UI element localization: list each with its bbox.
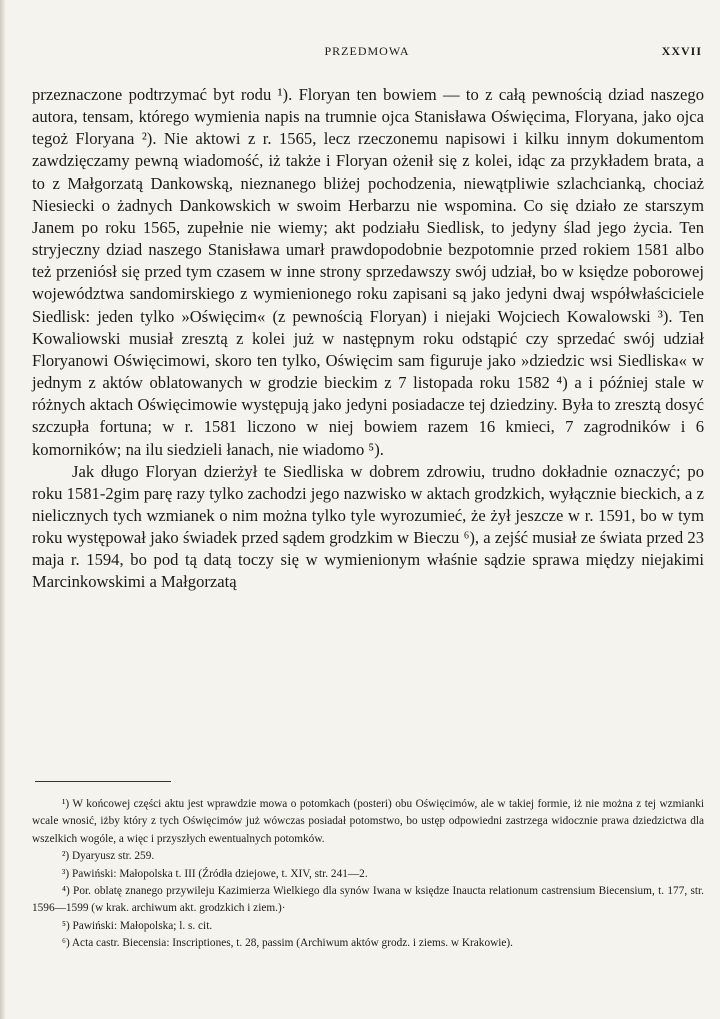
footnote-separator (35, 781, 171, 782)
page-edge-shadow (0, 0, 6, 1019)
paragraph-1: przeznaczone podtrzymać byt rodu ¹). Floryan ten bowiem — to z całą pewnością dziad naszego autora, tensam, którego wymienia napis na trumnie ojca Stanisława Oświęcima, Floryana, jako ojca tegoż Floryana ²). Nie aktowi z r. 1565, lecz rzeczonemu napisowi i kilku innym dokumentom zawdzięczamy pewną wiadomość, iż także i Floryan ożenił się z kolei, idąc za przykładem brata, a to z Małgorzatą Dankowską, nieznanego bliżej pochodzenia, niewątpliwie szlachcianką, chociaż Niesiecki o żadnych Dankowskich w swoim Herbarzu nie wspomina. Co się działo ze starszym Janem po roku 1565, zupełnie nie wiemy; akt podziału Siedlisk, to jedyny ślad jego życia. Ten stryjeczny dziad naszego Stanisława umarł prawdopodobnie bezpotomnie przed rokiem 1581 albo też przeniósł się przed tym czasem w inne strony sprzedawszy swój udział, bo w księdze poborowej województwa sandomirskiego z wymienionego roku zapisani są jako jedyni dwaj współwłaściciele Siedlisk: jeden tylko »Oświęcim« (z pewnością Floryan) i niejaki Wojciech Kowalowski ³). Ten Kowaliowski musiał zresztą z kolei już w następnym roku odstąpić czy sprzedać swój udział Floryanowi Oświęcimowi, skoro ten tylko, Oświęcim sam figuruje jako »dziedzic wsi Siedliska« w jednym z aktów oblatowanych w grodzie bieckim z 7 listopada roku 1582 ⁴) a i później stale w różnych aktach Oświęcimowie występują jako jedyni posiadacze tej dziedziny. Była to zresztą dosyć szczupła fortuna; w r. 1581 liczono w niej bowiem razem 16 kmieci, 7 zagrodników i 6 komorników; na ilu siedzieli łanach, nie wiadomo ⁵). (32, 85, 704, 459)
page-header (32, 44, 702, 64)
body-text (32, 84, 704, 594)
page-number: XXVII (661, 44, 702, 58)
footnote-3: ³) Pawiński: Małopolska t. III (Źródła dziejowe, t. XIV, str. 241—2. (62, 867, 368, 880)
footnote-5: ⁵) Pawiński: Małopolska; l. s. cit. (62, 919, 213, 932)
footnote-6: ⁶) Acta castr. Biecensia: Inscriptiones, t. 28, passim (Archiwum aktów grodz. i ziems. w Krakowie). (62, 937, 513, 950)
footnotes (32, 796, 704, 953)
footnote-4: ⁴) Por. oblatę znanego przywileju Kazimierza Wielkiego dla synów Iwana w księdze Inaucta relationum castrensium Biecensium, t. 177, str. 1596—1599 (w krak. archiwum akt. grodzkich i ziem.)· (32, 885, 704, 915)
paragraph-2: Jak długo Floryan dzierżył te Siedliska w dobrem zdrowiu, trudno dokładnie oznaczyć; po roku 1581-2gim parę razy tylko zachodzi jego nazwisko w aktach grodzkich, wyłącznie bieckich, a z nielicznych tych wzmianek o nim można tylko tyle wyrozumieć, że żył jeszcze w r. 1591, bo w tym roku występował jako świadek przed sądem grodzkim w Bieczu ⁶), a zejść musiał ze świata przed 23 maja r. 1594, bo pod tą datą toczy się w wymienionym właśnie sądzie sprawa między niejakimi Marcinkowskimi a Małgorzatą (32, 461, 704, 592)
running-title: PRZEDMOWA (324, 44, 410, 58)
footnote-2: ²) Dyaryusz str. 259. (62, 850, 155, 863)
footnote-1: ¹) W końcowej części aktu jest wprawdzie mowa o potomkach (posteri) obu Oświęcimów, ale w takiej formie, iż nie można z tej wzmianki wcale wnosić, iżby który z tych Oświęcimów już wówczas posiadał potomstwo, bo ustęp odpowiedni zastrzega widocznie prawa dziedzictwa dla wszelkich wogóle, a więc i przyszłych ewentualnych potomków. (32, 798, 704, 845)
